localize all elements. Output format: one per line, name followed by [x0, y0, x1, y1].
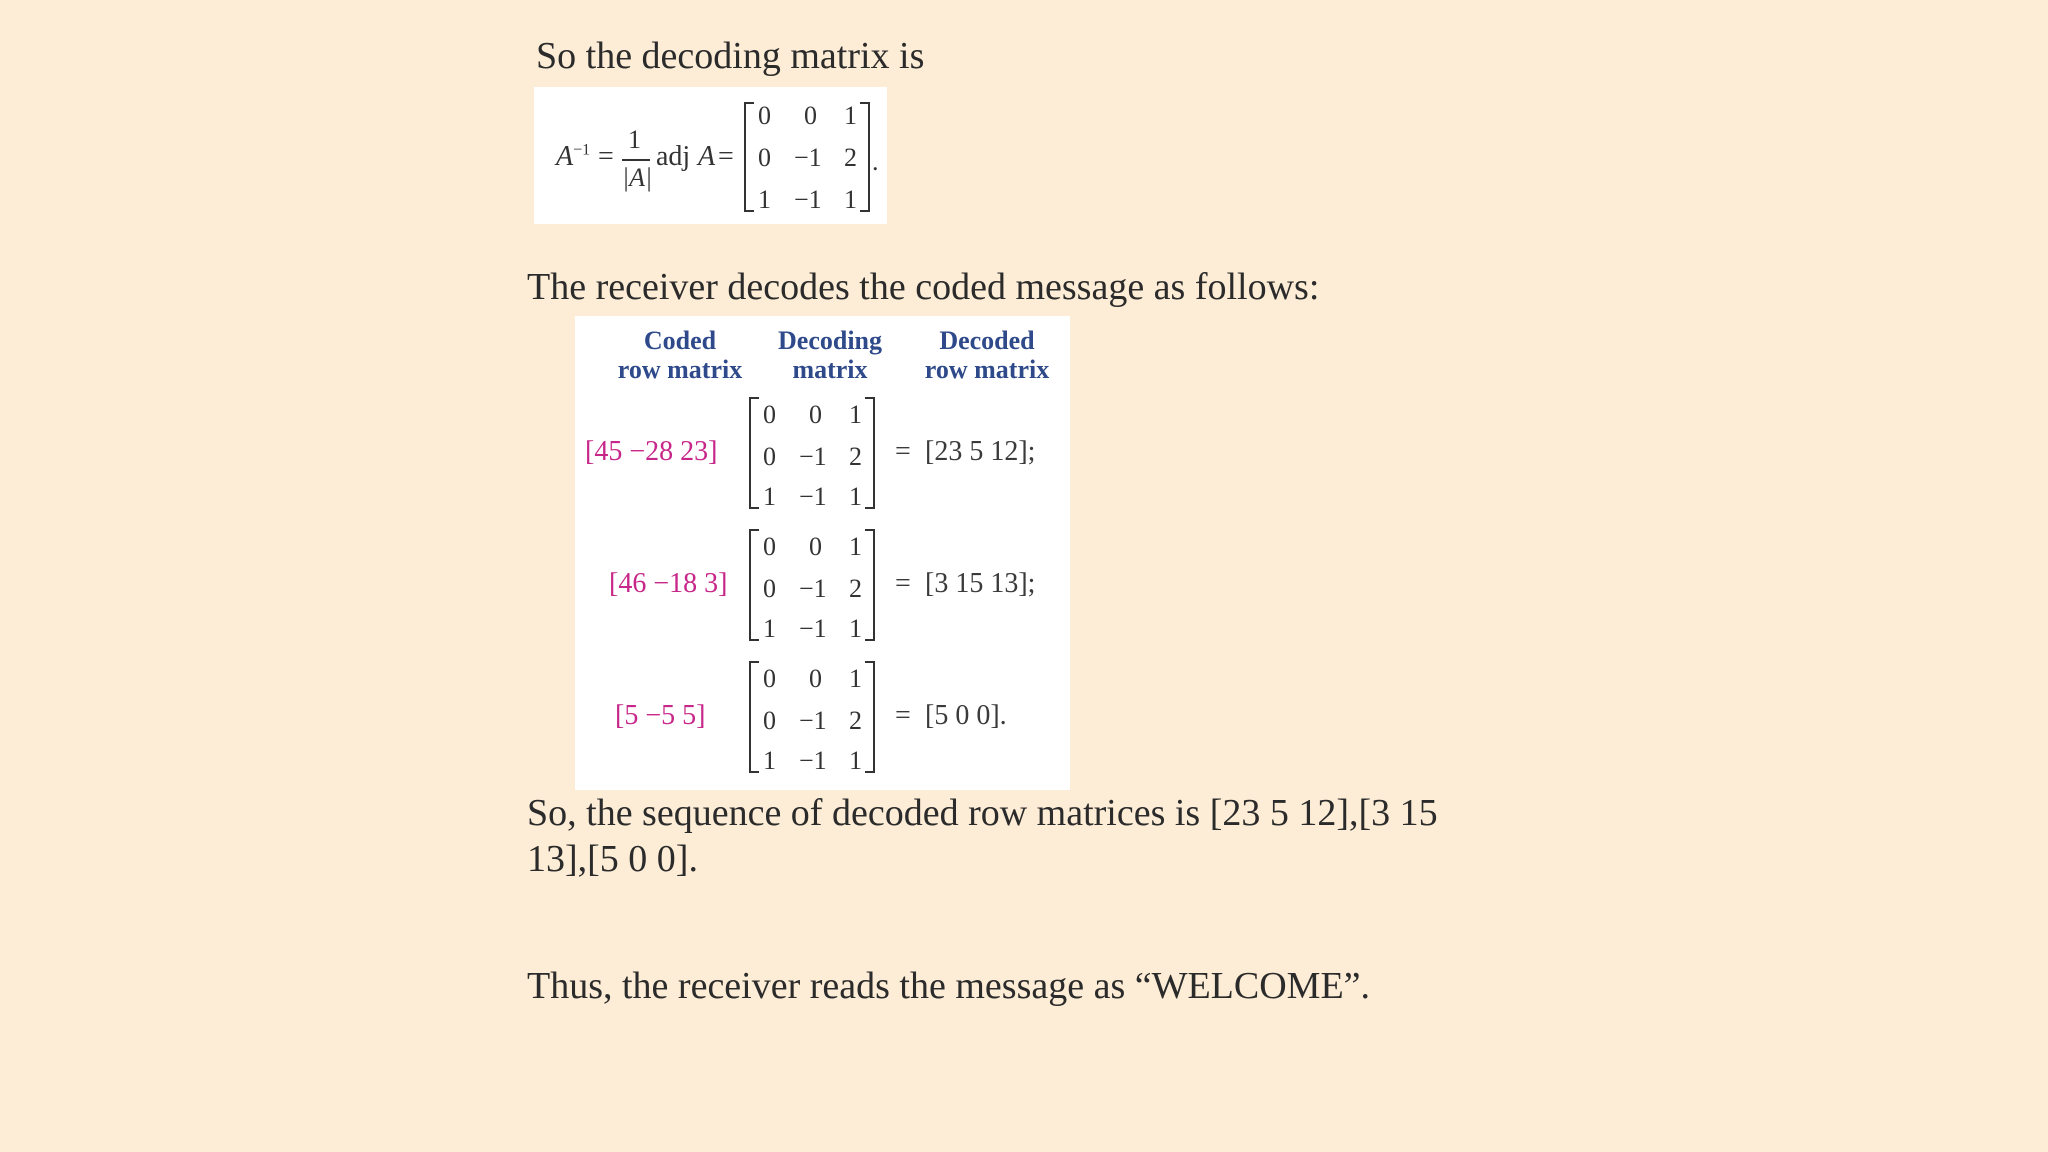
- matrix-cell: 2: [849, 574, 862, 603]
- fraction-bar: [622, 159, 650, 161]
- header-decoded-line2: row matrix: [924, 355, 1050, 384]
- matrix-cell: 1: [849, 532, 862, 561]
- matrix-cell: 1: [844, 185, 857, 214]
- matrix-cell: 1: [763, 614, 776, 643]
- adj-var: A: [698, 141, 716, 172]
- matrix-cell: 1: [849, 746, 862, 775]
- matrix-cell: 0: [758, 143, 771, 172]
- matrix-cell: −1: [799, 482, 827, 511]
- decoded-row-matrix: [23 5 12];: [925, 436, 1036, 467]
- matrix-cell: 1: [849, 482, 862, 511]
- decoding-formula-panel: [534, 87, 887, 224]
- matrix-cell: 1: [849, 664, 862, 693]
- matrix-cell: 1: [844, 101, 857, 130]
- matrix-cell: 0: [763, 574, 776, 603]
- table-row: [575, 658, 1070, 776]
- matrix-cell: 0: [809, 664, 822, 693]
- table-row: [575, 526, 1070, 644]
- matrix-cell: 2: [844, 143, 857, 172]
- table-row: [575, 394, 1070, 512]
- decoded-row-matrix: [5 0 0].: [925, 700, 1007, 731]
- header-decoding: [755, 326, 905, 384]
- matrix-cell: 2: [849, 706, 862, 735]
- equals-sign: =: [895, 436, 911, 467]
- header-coded: [605, 326, 755, 384]
- decoding-matrix: [759, 532, 863, 642]
- equals-sign: =: [895, 700, 911, 731]
- coded-row-matrix: [5 −5 5]: [615, 700, 706, 731]
- matrix-right-bracket: [863, 528, 877, 642]
- matrix-cell: 0: [809, 400, 822, 429]
- matrix-cell: −1: [794, 185, 822, 214]
- header-coded-line1: Coded: [643, 326, 717, 355]
- intro-text: So the decoding matrix is: [536, 35, 925, 77]
- decoding-table-panel: [575, 316, 1070, 790]
- fraction-numerator: 1: [628, 125, 641, 154]
- matrix-cell: 0: [758, 101, 771, 130]
- header-coded-line2: row matrix: [617, 355, 743, 384]
- matrix-right-bracket: [863, 396, 877, 510]
- formula-equals-2: =: [718, 141, 734, 172]
- matrix-cell: 2: [849, 442, 862, 471]
- matrix-right-bracket: [858, 101, 872, 213]
- matrix-cell: 1: [763, 482, 776, 511]
- matrix-right-bracket: [863, 660, 877, 774]
- formula-equals: =: [598, 141, 614, 172]
- header-decoding-line2: matrix: [792, 355, 868, 384]
- decoding-matrix: [754, 101, 858, 213]
- matrix-cell: −1: [794, 143, 822, 172]
- matrix-cell: −1: [799, 574, 827, 603]
- matrix-cell: −1: [799, 746, 827, 775]
- matrix-cell: 0: [763, 664, 776, 693]
- decoding-matrix: [759, 664, 863, 774]
- matrix-cell: 0: [763, 706, 776, 735]
- matrix-cell: −1: [799, 614, 827, 643]
- receiver-text: The receiver decodes the coded message as follows:: [527, 266, 1320, 308]
- matrix-cell: 0: [763, 400, 776, 429]
- header-decoded-line1: Decoded: [939, 326, 1035, 355]
- matrix-cell: 0: [804, 101, 817, 130]
- matrix-cell: 1: [849, 400, 862, 429]
- matrix-cell: −1: [799, 706, 827, 735]
- matrix-cell: 0: [809, 532, 822, 561]
- fraction-denominator: |A|: [622, 163, 653, 192]
- header-decoding-line1: Decoding: [778, 326, 882, 355]
- equals-sign: =: [895, 568, 911, 599]
- formula-trailing-period: .: [872, 147, 879, 176]
- coded-row-matrix: [45 −28 23]: [585, 436, 718, 467]
- matrix-cell: 1: [849, 614, 862, 643]
- sequence-text-line2: 13],[5 0 0].: [527, 838, 698, 880]
- matrix-cell: 0: [763, 532, 776, 561]
- decoded-row-matrix: [3 15 13];: [925, 568, 1036, 599]
- sequence-text-line1: So, the sequence of decoded row matrices is [23 5 12],[3 15: [527, 792, 1438, 834]
- header-decoded: [912, 326, 1062, 384]
- matrix-cell: −1: [799, 442, 827, 471]
- coded-row-matrix: [46 −18 3]: [609, 568, 728, 599]
- matrix-cell: 1: [763, 746, 776, 775]
- adj-label: adj: [656, 141, 691, 172]
- decoding-matrix: [759, 400, 863, 510]
- conclusion-text: Thus, the receiver reads the message as “WELCOME”.: [527, 965, 1371, 1007]
- matrix-cell: 1: [758, 185, 771, 214]
- formula-lhs: $A^{-1}$: [556, 141, 591, 172]
- matrix-cell: 0: [763, 442, 776, 471]
